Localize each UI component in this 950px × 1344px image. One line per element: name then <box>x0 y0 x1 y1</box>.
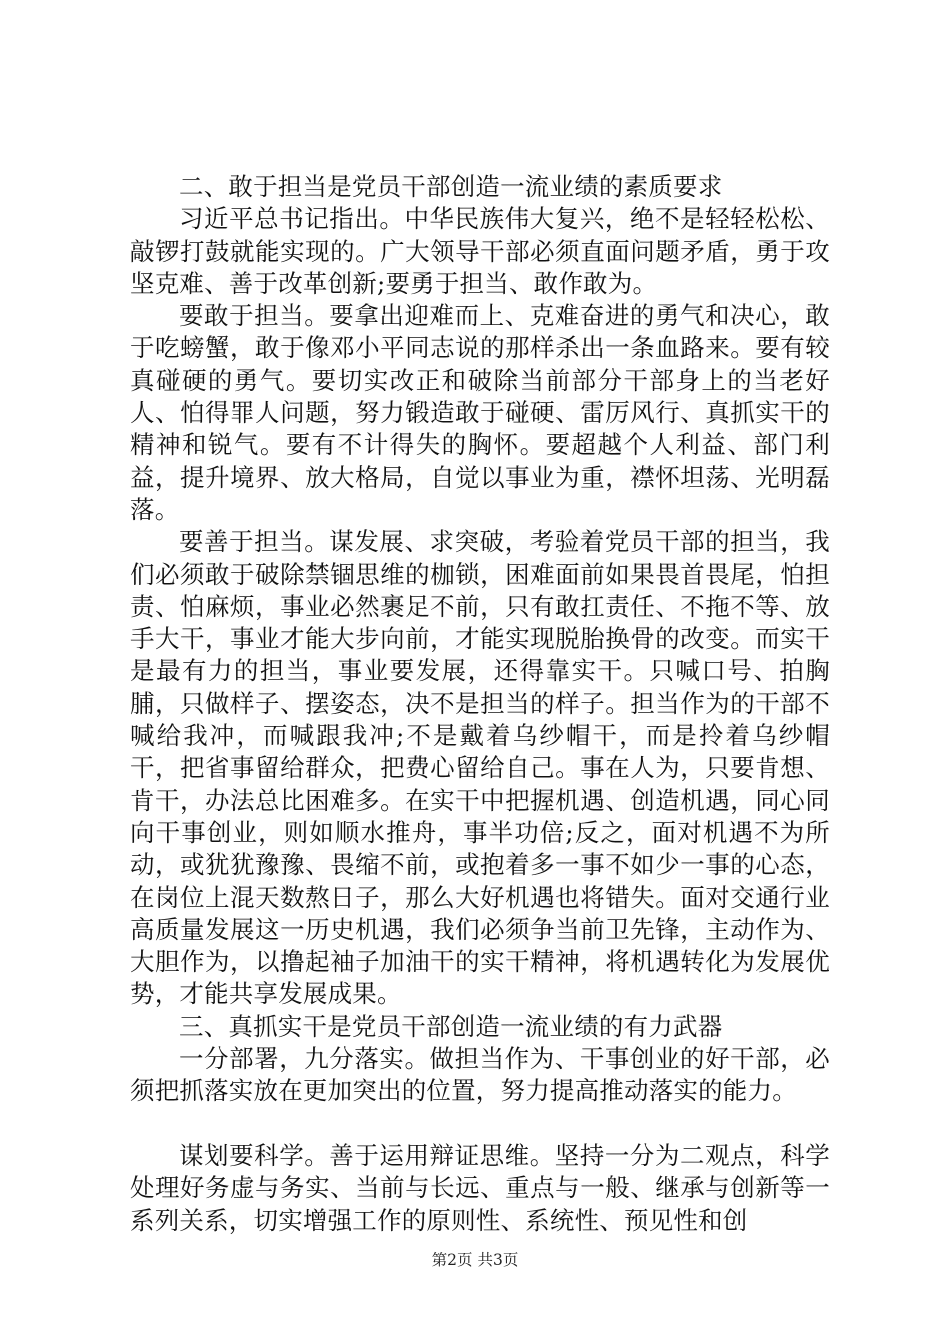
section-heading-2: 二、敢于担当是党员干部创造一流业绩的素质要求 <box>179 172 723 201</box>
body-paragraph: 谋划要科学。善于运用辩证思维。坚持一分为二观点，科学处理好务虚与务实、当前与长远、重点与一般、继承与创新等一系列关系，切实增强工作的原则性、系统性、预见性和创 <box>130 1140 830 1235</box>
body-paragraph: 习近平总书记指出。中华民族伟大复兴，绝不是轻轻松松、敲锣打鼓就能实现的。广大领导干部必须直面问题矛盾，勇于攻坚克难、善于改革创新;要勇于担当、敢作敢为。 <box>130 204 830 298</box>
body-paragraph: 要善于担当。谋发展、求突破，考验着党员干部的担当，我们必须敢于破除禁锢思维的枷锁，困难面前如果畏首畏尾，怕担责、怕麻烦，事业必然裹足不前，只有敢扛责任、不拖不等、放手大干，事业才能大步向前，才能实现脱胎换骨的改变。而实干是最有力的担当，事业要发展，还得靠实干。只喊口号、拍胸脯，只做样子、摆姿态，决不是担当的样子。担当作为的干部不喊给我冲，而喊跟我冲;不是戴着乌纱帽干，而是拎着乌纱帽干，把省事留给群众，把费心留给自己。事在人为，只要肯想、肯干，办法总比困难多。在实干中把握机遇、创造机遇，同心同向干事创业，则如顺水推舟，事半功倍;反之，面对机遇不为所动，或犹犹豫豫、畏缩不前，或抱着多一事不如少一事的心态，在岗位上混天数熬日子，那么大好机遇也将错失。面对交通行业高质量发展这一历史机遇，我们必须争当前卫先锋，主动作为、大胆作为，以撸起袖子加油干的实干精神，将机遇转化为发展优势，才能共享发展成果。 <box>130 527 830 1009</box>
blank-line <box>130 1108 830 1140</box>
body-paragraph: 一分部署，九分落实。做担当作为、干事创业的好干部，必须把抓落实放在更加突出的位置，努力提高推动落实的能力。 <box>130 1044 830 1106</box>
page-footer: 第2页 共3页 <box>431 1251 519 1269</box>
body-paragraph: 要敢于担当。要拿出迎难而上、克难奋进的勇气和决心，敢于吃螃蟹，敢于像邓小平同志说的那样杀出一条血路来。要有较真碰硬的勇气。要切实改正和破除当前部分干部身上的当老好人、怕得罪人问题，努力锻造敢于碰硬、雷厉风行、真抓实干的精神和锐气。要有不计得失的胸怀。要超越个人利益、部门利益，提升境界、放大格局，自觉以事业为重，襟怀坦荡、光明磊落。 <box>130 301 830 524</box>
document-body <box>130 171 830 1237</box>
section-heading-3: 三、真抓实干是党员干部创造一流业绩的有力武器 <box>179 1011 723 1041</box>
